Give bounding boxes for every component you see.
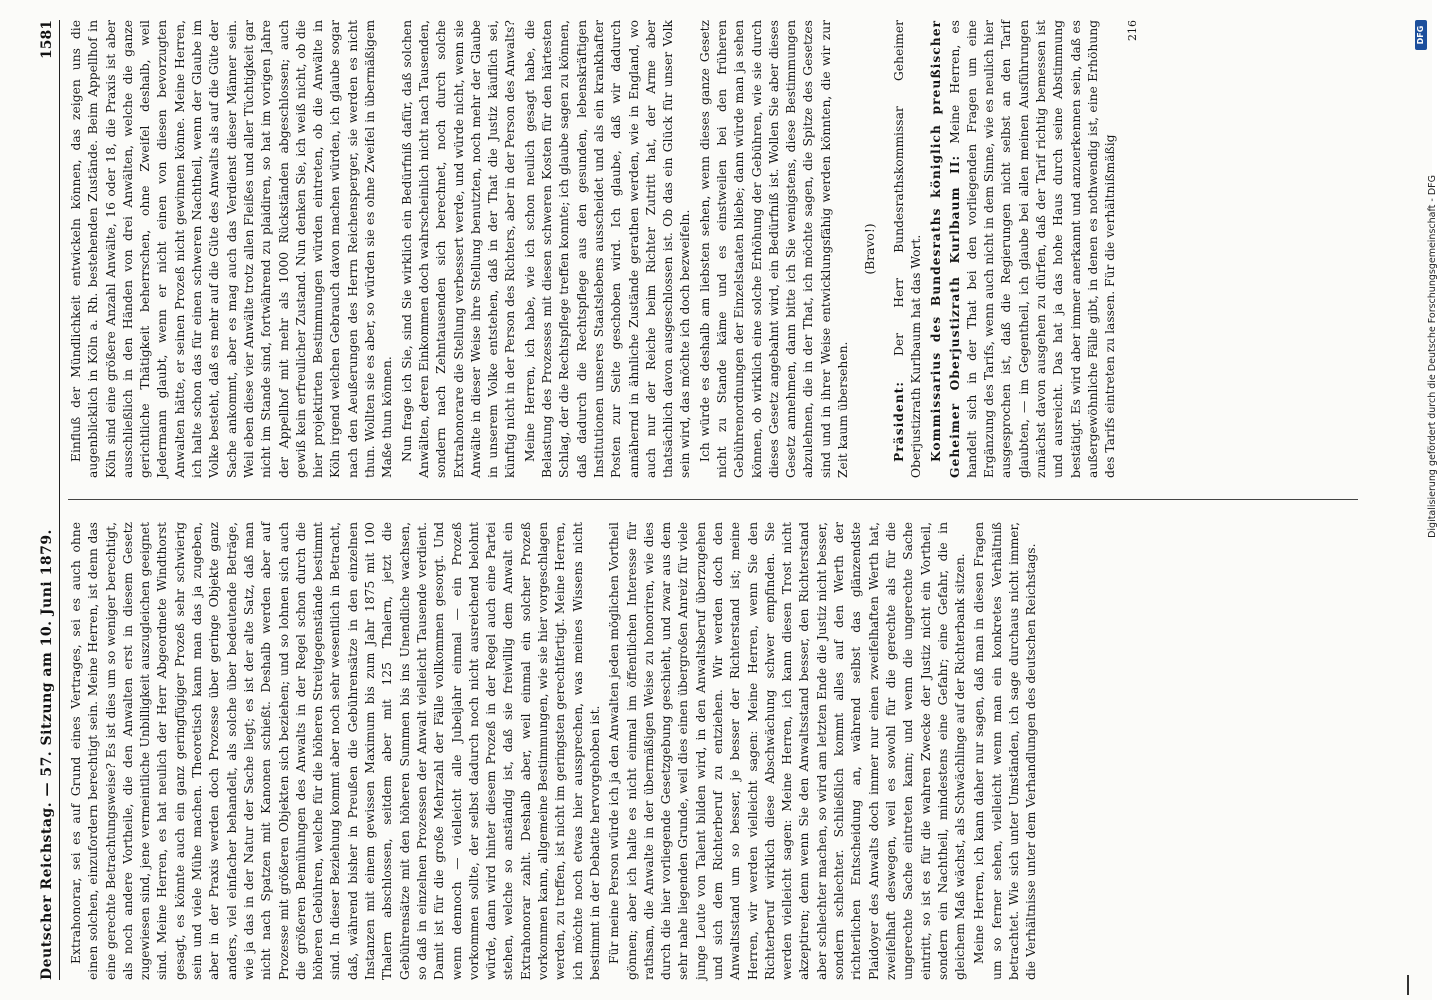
paragraph: Meine Herren, ich kann daher nur sagen, daß man in diesen Fragen um so ferner sehen, vielleicht wenn man ein konkretes Verhältniß betrachtet. Wie sich unter Umständen, ich sage durchaus nicht immer, die Verhältnisse unter dem Verhandlungen des deutschen Reichstags. [972, 522, 1039, 980]
header-title: Deutscher Reichstag. — 57. Sitzung am 10. Juni 1879. [39, 529, 55, 980]
signature-mark: 216 [1125, 20, 1139, 41]
left-column [68, 522, 1398, 980]
header-page-number: 1581 [39, 20, 55, 59]
rotated-page-content [30, 20, 1405, 980]
speech-text: Der Herr Bundesrathskommissar Geheimer Oberjustizrath Kurlbaum hat das Wort. [891, 20, 923, 478]
applause-note: (Bravo!) [863, 223, 878, 275]
paragraph: Extrahonorar, sei es auf Grund eines Vertrages, sei es auch ohne einen solchen, einzufordern berechtigt sein. Meine Herren, ist denn das eine gerechte Betrachtungsweise? Es ist dies um so weniger berechtigt, als noch andere Vortheile, die den Anwalten erst in diesem Gesetz zugewiesen sind, jene vermeintliche Unbilligkeit auszugleichen geeignet sind. Meine Herren, es hat neulich der Herr Abgeordnete Windthorst gesagt, es könnte auch ein ganz geringfügiger Prozeß sehr schwierig sein und viele Mühe machen. Theoretisch kann man das ja zugeben, aber in der Praxis werden doch Prozesse über geringe Objekte ganz anders, viel einfacher behandelt, als solche über bedeutende Beträge, wie ja das in der Natur der Sache liegt; es ist der alte Satz, daß man nicht nach Spatzen mit Kanonen schießt. Deshalb werden aber auf Prozesse mit größeren Objekten sich beziehen; und so lohnen sich auch die größeren Bemühungen des Anwalts in der Regel schon durch die höheren Gebühren, welche für die höheren Streitgegenstände bestimmt sind. In dieser Beziehung kommt aber noch sehr wesentlich in Betracht, daß, während bisher in Preußen die Gebührensätze in den einzelnen Instanzen mit einem gewissen Maximum bis zum Jahr 1875 mit 100 Thalern abschlossen, seitdem aber mit 125 Thalern, jetzt die Gebührensätze mit den höheren Summen bis ins Unendliche wachsen, so daß in einzelnen Prozessen der Anwalt vielleicht Tausende verdient. Damit ist für die große Mehrzahl der Fälle vollkommen gesorgt. Und wenn dennoch — vielleicht alle Jubeljahr einmal — ein Prozeß vorkommen sollte, der selbst dadurch noch nicht ausreichend belohnt würde, dann wird hinter diesem Prozeß in der Regel auch eine Partei stehen, welche so anständig ist, daß sie freiwillig dem Anwalt ein Extrahonorar zahlt. Deshalb aber, weil einmal ein solcher Prozeß vorkommen kann, allgemeine Bestimmungen, wie sie hier vorgeschlagen werden, zu treffen, ist nicht im geringsten gerechtfertigt. Meine Herren, ich möchte noch etwas hier aussprechen, was meines Wissens nicht bestimmt in der Debatte hervorgehoben ist. [69, 522, 602, 980]
speaker-paragraph [927, 20, 1119, 478]
right-column [68, 20, 1398, 478]
speaker-paragraph [890, 20, 926, 478]
paragraph: Nun frage ich Sie, sind Sie wirklich ein Bedürfniß dafür, daß solchen Anwälten, deren Einkommen doch wahrscheinlich nicht nach Tausenden, sondern nach Zehntausenden sich berechnet, noch durch solche Extrahonorare die Stellung verbessert werde, und würde nicht, wenn sie Anwälte in dieser Weise ihre Stellung benutzten, noch mehr der Glaube in unserem Volke entstehen, daß in der That die Justiz käuflich sei, künftig nicht in der Person des Richters, aber in der Person des Anwalts? [399, 20, 518, 478]
paragraph: Für meine Person würde ich ja den Anwalten jeden möglichen Vortheil gönnen; aber ich halte es nicht einmal im öffentlichen Interesse für rathsam, die Anwalte in der übermäßigen Weise zu honoriren, wie dies durch die hier vorliegende Gesetzgebung geschieht, und zwar aus dem sehr nahe liegenden Grunde, weil dies einen übergroßen Anreiz für viele junge Leute von Talent bilden wird, in den Anwaltsberuf überzugehen und sich dem Richterberuf zu entziehen. Wir werden doch den Anwaltsstand um so besser, je besser der Richterstand ist; meine Herren, wir werden vielleicht sagen: Meine Herren, wenn Sie den Richterberuf wirklich diese Abschwächung schwer empfinden. Sie werden vielleicht sagen: Meine Herren, ich kann diesen Trost nicht akzeptiren; denn wenn Sie den Anwaltsstand besser, den Richterstand aber schlechter machen, so wird am letzten Ende die Justiz nicht besser, sondern schlechter. Schließlich kommt alles auf den Werth der richterlichen Entscheidung an, während selbst das glänzendste Plaidoyer des Anwalts doch immer nur einen zweifelhaften Werth hat, zweifelhaft deswegen, weil es sowohl für die gerechte als für die ungerechte Sache eintreten kann; und wenn die ungerechte Sache eintritt, so ist es für die wahren Zwecke der Justiz nicht ein Vortheil, sondern ein Nachtheil, mindestens eine Gefahr; eine Gefahr, die in gleichem Maß wächst, als Schwächlinge auf der Richterbank sitzen. [607, 522, 968, 980]
dfg-logo-text: DFG [1416, 25, 1425, 45]
scan-edge-mark [1407, 975, 1409, 995]
running-header [30, 20, 60, 980]
paragraph: Meine Herren, ich habe, wie ich schon neulich gesagt habe, die Belastung des Prozesses mit diesen schweren Kosten für den härtesten Schlag, der die Rechtspflege treffen konnte; ich glaube sagen zu können, daß dadurch die Rechtspflege aus den gesunden, lebenskräftigen Institutionen unseres Staatslebens ausscheidet und als ein krankhafter Posten zur Seite geschoben wird. Ich glaube, daß wir dadurch annähernd in ähnliche Zustände gerathen werden, wie in England, wo auch nur der Reiche beim Richter Zutritt hat, der Arme aber thatsächlich davon ausgeschlossen ist. Ob das ein Glück für unser Volk sein wird, das möchte ich doch bezweifeln. [522, 20, 693, 478]
speaker-name: Präsident: [890, 381, 906, 462]
paragraph: Ich würde es deshalb am liebsten sehen, wenn dieses ganze Gesetz nicht zu Stande käme und es einstweilen bei den früheren Gebührenordnungen der Einzelstaaten bliebe; dann würde man ja sehen können, ob wirklich eine solche Erhöhung der Gebühren, wie sie durch dieses Gesetz angebahnt wird, ein Bedürfniß ist. Wollen Sie aber dieses Gesetz annehmen, dann bitte ich Sie wenigstens, diese Bestimmungen abzulehnen, die in der That, ich möchte sagen, die Spitze des Gesetzes sind und in ihrer Weise entwicklungsfähig werden könnten, die wir zur Zeit kaum übersehen. [697, 20, 851, 478]
speaker-name: Kommissarius des Bundesraths königlich preußischer Geheimer Oberjustizrath Kurlbaum II: [928, 20, 962, 478]
paragraph: Einfluß der Mündlichkeit entwickeln können, das zeigen uns die augenblicklich in Köln a. Rh. bestehenden Zustände. Beim Appellhof in Köln sind eine größere Anzahl Anwälte, 16 oder 18, die Praxis ist aber ausschließlich in den Händen von drei Anwälten, welche die ganze gerichtliche Thätigkeit beherrschen, ohne Zweifel deshalb, weil Jedermann glaubt, wenn er nicht einen von diesen bevorzugten Anwalten hätte, er seinen Prozeß nicht gewinnen könne. Meine Herren, ich halte schon das für einen schweren Nachtheil, wenn der Glaube im Volke besteht, daß es mehr auf die Güte des Anwalts als auf die Güte der Sache ankommt, aber es mag auch das Verdienst dieser Männer sein. Weil eben diese vier Anwälte trotz allen Fleißes und aller Tüchtigkeit gar nicht im Stande sind, fortwährend zu plaidiren, so hat im vorigen Jahre der Appellhof mit mehr als 1000 Rückständen abgeschlossen; auch gewiß kein erfreulicher Zustand. Nun denken Sie, ich weiß nicht, ob die hier projektirten Bestimmungen würden eintreten, ob die Anwälte in Köln irgend welchen Gebrauch davon machen würden, ich glaube sogar nach den Aeußerungen des Herrn Reichensperger, sie werden es nicht thun. Wollten sie es aber, so würden sie es ohne Zweifel in übermäßigem Maße thun können. [69, 20, 395, 478]
dfg-logo [1415, 20, 1427, 50]
digitization-credit-text: Digitalisierung gefördert durch die Deutsche Forschungsgemeinschaft - DFG [1427, 175, 1438, 538]
digitization-credit [1412, 175, 1438, 955]
text-columns [68, 20, 1398, 980]
speech-text: Meine Herren, es handelt sich in der That bei den vorliegenden Fragen um eine Ergänzung des Tarifs, wenn auch nicht in dem Sinne, wie es neulich hier ausgesprochen ist, daß die Regierungen nicht selbst an den Tarif glaubten, — im Gegentheil, ich glaube bei allen meinen Ausführungen zunächst davon ausgehen zu dürfen, daß der Tarif richtig bemessen ist und ausreicht. Das hat ja das hohe Haus durch seine Abstimmung bestätigt. Es wird aber immer anerkannt und anzuerkennen sein, daß es außergewöhnliche Fälle gibt, in denen es nothwendig ist, eine Erhöhung des Tarifs eintreten zu lassen. Für die verhältnißmäßig [947, 20, 1118, 478]
